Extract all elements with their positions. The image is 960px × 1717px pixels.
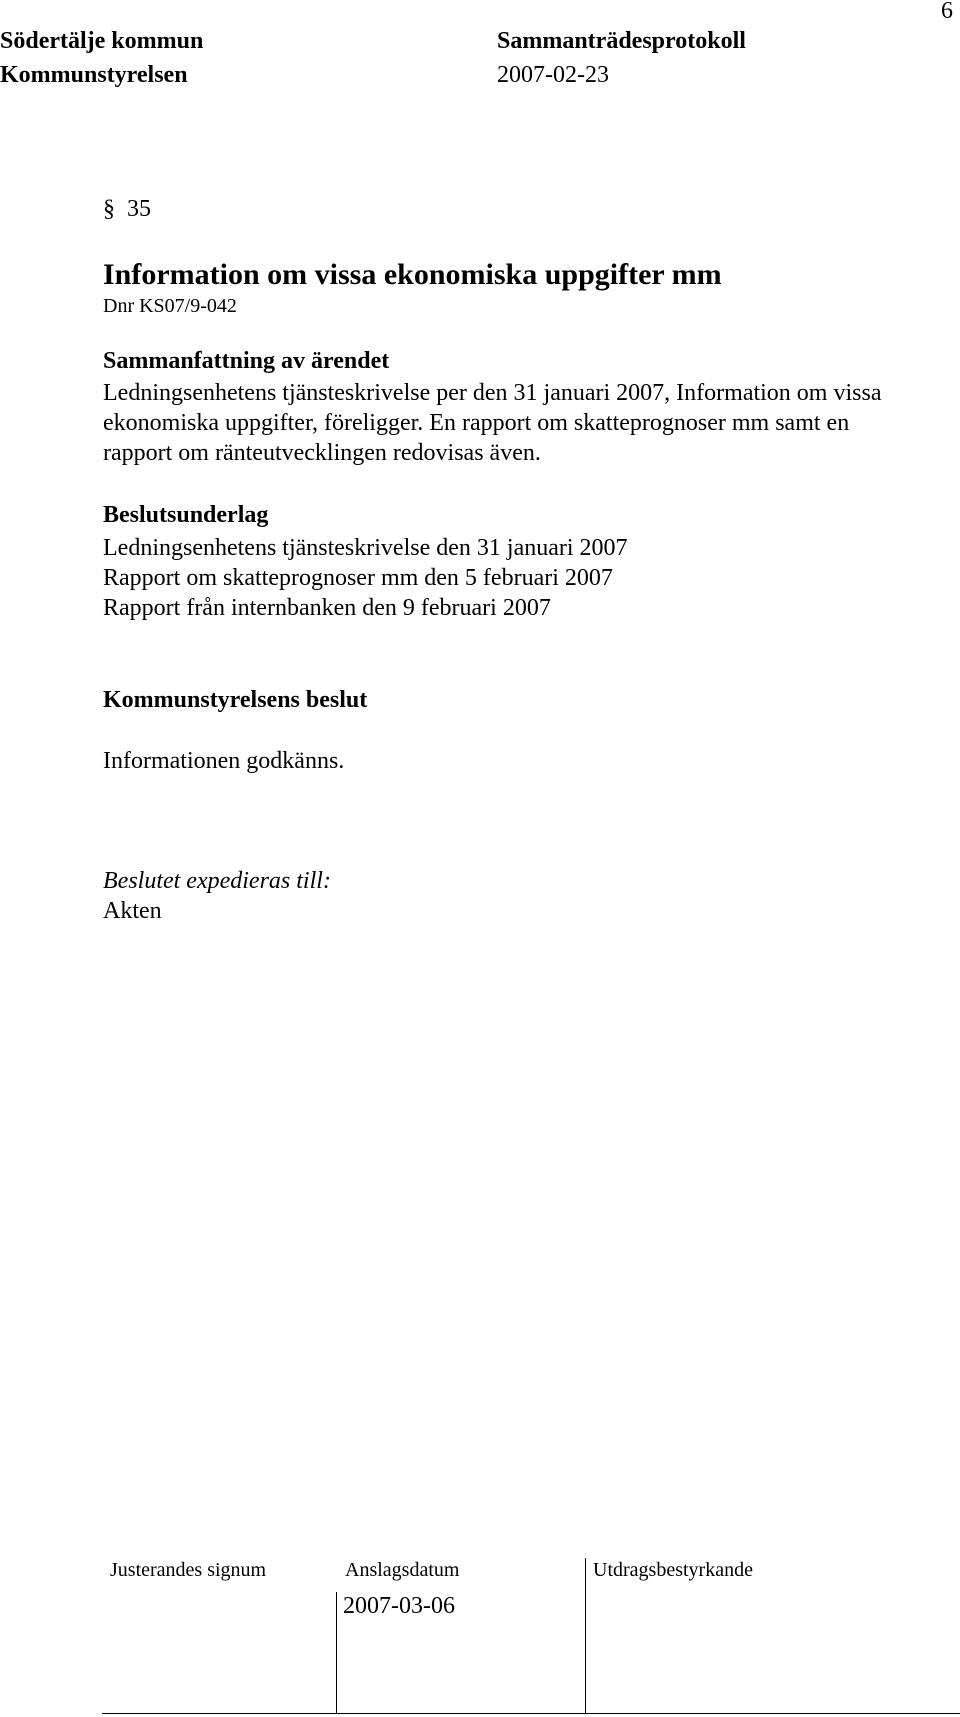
board-name: Kommunstyrelsen [0, 62, 188, 88]
summary-line: rapport om ränteutvecklingen redovisas även. [103, 440, 541, 466]
summary-line: Ledningsenhetens tjänsteskrivelse per den 31 januari 2007, Information om vissa [103, 380, 882, 406]
dispatch-label: Beslutet expedieras till: [103, 868, 331, 894]
paragraph-number [103, 196, 151, 223]
basis-heading: Beslutsunderlag [103, 502, 269, 528]
summary-text [103, 378, 881, 468]
meeting-date: 2007-02-23 [497, 62, 609, 88]
summary-heading: Sammanfattning av ärendet [103, 348, 390, 374]
basis-item: Rapport om skatteprognoser mm den 5 februari 2007 [103, 565, 613, 591]
footer-posting-date-label: Anslagsdatum [345, 1559, 460, 1581]
summary-line: ekonomiska uppgifter, föreligger. En rapport om skatteprognoser mm samt en [103, 410, 850, 436]
org-name: Södertälje kommun [0, 28, 204, 54]
dispatch-recipient: Akten [103, 898, 162, 924]
footer-signature-label: Justerandes signum [110, 1559, 267, 1581]
footer-posting-date: 2007-03-06 [343, 1593, 455, 1619]
footer-divider-2 [585, 1558, 586, 1714]
basis-item: Rapport från internbanken den 9 februari 2007 [103, 595, 551, 621]
decision-heading: Kommunstyrelsens beslut [103, 687, 368, 713]
basis-item: Ledningsenhetens tjänsteskrivelse den 31 januari 2007 [103, 535, 628, 561]
page-title: Information om vissa ekonomiska uppgifter mm [103, 258, 722, 291]
footer-certification-label: Utdragsbestyrkande [593, 1559, 753, 1581]
footer-divider-1 [336, 1592, 337, 1714]
decision-text: Informationen godkänns. [103, 748, 345, 774]
basis-list [103, 533, 628, 623]
paragraph-value: 35 [127, 196, 151, 222]
page-number: 6 [941, 0, 953, 24]
paragraph-symbol: § [103, 196, 115, 222]
case-number: Dnr KS07/9-042 [103, 295, 237, 317]
doc-type: Sammanträdesprotokoll [497, 28, 746, 54]
footer-bottom-rule [102, 1713, 960, 1714]
